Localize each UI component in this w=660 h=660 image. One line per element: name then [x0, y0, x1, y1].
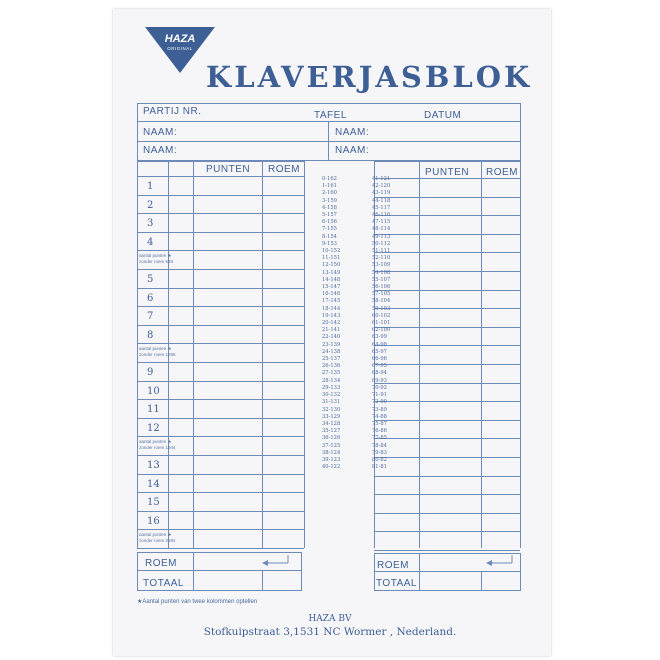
grid-line [374, 290, 520, 291]
score-table-entry: 74-88 [372, 413, 387, 420]
grid-line [137, 381, 304, 382]
grid-line [137, 455, 304, 456]
subtotal-label: aantal punten ★ [139, 346, 172, 351]
tafel-label: TAFEL [314, 110, 347, 121]
subtotal-label: zonder roem 648 [139, 259, 174, 264]
score-table-entry: 65-97 [372, 348, 387, 355]
score-table-entry: 31-131 [322, 399, 341, 406]
round-number: 16 [147, 516, 160, 527]
grid-line [137, 529, 304, 530]
round-number: 14 [147, 479, 160, 490]
grid-line [193, 161, 194, 548]
grid-line [137, 161, 304, 162]
grid-line [374, 197, 520, 198]
grid-line [137, 269, 304, 270]
score-table-entry: 15-147 [322, 284, 341, 291]
grid-line [374, 383, 520, 384]
score-table-entry: 33-129 [322, 413, 341, 420]
grid-line [374, 252, 520, 253]
grid-line [137, 399, 304, 400]
right-totaal-label: TOTAAL [376, 578, 417, 589]
grid-line [137, 418, 304, 419]
round-number: 5 [147, 274, 154, 285]
round-number: 2 [147, 200, 154, 211]
score-table-entry: 12-150 [322, 262, 341, 269]
partij-label: PARTIJ NR. [143, 106, 202, 117]
grid-line [137, 590, 302, 591]
score-table-entry: 11-151 [322, 255, 341, 262]
grid-line [137, 176, 304, 177]
subtotal-label: aantal punten ★ [139, 439, 172, 444]
grid-line [374, 178, 520, 179]
grid-line [374, 553, 520, 554]
logo-tagline: ORIGINAL [167, 46, 193, 51]
grid-line [419, 553, 420, 591]
score-table-entry: 24-138 [322, 348, 341, 355]
grid-line [374, 513, 520, 514]
grid-line [374, 571, 520, 572]
score-table-entry: 76-86 [372, 428, 387, 435]
score-table-entry: 67-95 [372, 363, 387, 370]
grid-line [137, 436, 304, 437]
score-table-entry: 13-149 [322, 269, 341, 276]
grid-line [374, 215, 520, 216]
grid-line [374, 364, 520, 365]
score-table-entry: 2-160 [322, 190, 337, 197]
score-table-entry: 21-141 [322, 327, 341, 334]
grid-line [374, 327, 520, 328]
grid-line [137, 232, 304, 233]
score-table-entry: 34-128 [322, 420, 341, 427]
grid-line [520, 161, 521, 548]
grid-line [137, 548, 304, 549]
score-table-entry: 70-92 [372, 384, 387, 391]
left-roem-total-label: ROEM [145, 558, 177, 569]
company-name: HAZA BV [308, 614, 352, 624]
right-punten-header: PUNTEN [425, 167, 470, 178]
score-table-entry: 27-135 [322, 370, 341, 377]
grid-line [374, 553, 375, 591]
grid-line [137, 306, 304, 307]
score-table-entry: 44-118 [372, 197, 391, 204]
score-table-entry: 1-161 [322, 183, 337, 190]
score-table-entry: 42-120 [372, 183, 391, 190]
score-table-entry: 71-91 [372, 392, 387, 399]
grid-line [137, 474, 304, 475]
score-table-entry: 37-125 [322, 442, 341, 449]
score-table-entry: 39-123 [322, 456, 341, 463]
score-table-entry: 41-121 [372, 176, 391, 182]
score-table-entry: 69-93 [372, 377, 387, 384]
score-table-entry: 64-98 [372, 341, 387, 348]
grid-line [520, 553, 521, 591]
footnote: ★Aantal punten van twee kolommen optellen [137, 599, 258, 605]
score-table-entry: 50-112 [372, 240, 391, 247]
grid-line [137, 552, 138, 591]
score-table-entry: 77-85 [372, 435, 387, 442]
grid-line [374, 438, 520, 439]
score-table-entry: 40-122 [322, 464, 341, 471]
score-table-entry: 46-116 [372, 212, 391, 219]
score-table-entry: 9-153 [322, 240, 337, 247]
haza-logo [145, 27, 215, 75]
grid-line [262, 161, 263, 548]
naam-label-1: NAAM: [143, 127, 178, 138]
grid-line [419, 161, 420, 548]
score-table-entry: 75-87 [372, 420, 387, 427]
subtotal-label: zonder roem 1944 [139, 445, 176, 450]
grid-line [137, 492, 304, 493]
score-table-entry: 29-133 [322, 384, 341, 391]
grid-line [137, 343, 304, 344]
round-number: 15 [147, 497, 160, 508]
round-number: 1 [147, 181, 154, 192]
grid-line [481, 161, 482, 548]
left-totaal-label: TOTAAL [143, 578, 184, 589]
grid-line [137, 362, 304, 363]
score-table-entry: 72-90 [372, 399, 387, 406]
grid-line [137, 570, 302, 571]
score-table-entry: 6-156 [322, 219, 337, 226]
grid-line [137, 288, 304, 289]
score-table-entry: 47-115 [372, 219, 391, 226]
grid-line [262, 570, 263, 591]
grid-line [137, 195, 304, 196]
round-number: 6 [147, 293, 154, 304]
grid-line [193, 552, 194, 591]
score-table-entry: 45-117 [372, 204, 391, 211]
grid-line [137, 250, 304, 251]
grid-line [374, 161, 520, 162]
score-table-entry: 53-109 [372, 262, 391, 269]
grid-line [137, 213, 304, 214]
grid-line [374, 271, 520, 272]
score-table-left [322, 176, 340, 471]
score-table-entry: 55-107 [372, 276, 391, 283]
score-table-entry: 81-81 [372, 464, 387, 471]
score-table-entry: 54-108 [372, 269, 391, 276]
score-table-entry: 26-136 [322, 363, 341, 370]
round-number: 10 [147, 386, 160, 397]
round-number: 11 [147, 404, 160, 415]
round-number: 13 [147, 460, 160, 471]
score-table-entry: 61-101 [372, 320, 391, 327]
grid-line [374, 308, 520, 309]
score-table-entry: 7-155 [322, 226, 337, 233]
grid-line [374, 234, 520, 235]
score-table-entry: 57-105 [372, 291, 391, 298]
naam-label-4: NAAM: [335, 145, 370, 156]
round-number: 7 [147, 311, 154, 322]
left-punten-header: PUNTEN [206, 164, 251, 175]
round-number: 12 [147, 423, 160, 434]
round-number: 8 [147, 330, 154, 341]
score-table-entry: 3-159 [322, 197, 337, 204]
score-table-entry: 36-126 [322, 435, 341, 442]
score-table-entry: 43-119 [372, 190, 391, 197]
score-table-entry: 19-143 [322, 312, 341, 319]
page-title: KLAVERJASBLOK [206, 60, 533, 94]
subtotal-label: aantal punten ★ [139, 253, 172, 258]
score-table-entry: 52-110 [372, 255, 391, 262]
score-table-entry: 16-146 [322, 291, 341, 298]
grid-line [374, 494, 520, 495]
score-table-entry: 4-158 [322, 204, 337, 211]
score-table-entry: 60-102 [372, 312, 391, 319]
round-number: 4 [147, 237, 154, 248]
right-roem-total-label: ROEM [377, 560, 409, 571]
datum-label: DATUM [424, 110, 462, 121]
grid-line [374, 590, 520, 591]
grid-line [137, 325, 304, 326]
score-table-entry: 22-140 [322, 334, 341, 341]
grid-line [137, 511, 304, 512]
score-table-entry: 80-82 [372, 456, 387, 463]
left-arrow-icon [262, 555, 292, 569]
naam-label-3: NAAM: [143, 145, 178, 156]
score-table-entry: 23-139 [322, 341, 341, 348]
round-number: 9 [147, 367, 154, 378]
score-table-entry: 25-137 [322, 356, 341, 363]
score-table-entry: 17-145 [322, 298, 341, 305]
grid-line [374, 457, 520, 458]
score-table-entry: 49-113 [372, 233, 391, 240]
score-table-entry: 0-162 [322, 176, 337, 182]
score-table-entry: 59-103 [372, 305, 391, 312]
score-table-entry: 10-152 [322, 248, 341, 255]
subtotal-label: zonder roem 2592 [139, 538, 176, 543]
score-table-entry: 66-96 [372, 356, 387, 363]
grid-line [137, 552, 302, 553]
score-table-entry: 18-144 [322, 305, 341, 312]
score-table-entry: 63-99 [372, 334, 387, 341]
score-table-entry: 51-111 [372, 248, 391, 255]
grid-line [301, 552, 302, 591]
grid-line [374, 345, 520, 346]
score-table-entry: 20-142 [322, 320, 341, 327]
company-address: Stofkuipstraat 3,1531 NC Wormer , Nederland. [203, 626, 457, 638]
score-table-entry: 30-132 [322, 392, 341, 399]
right-arrow-icon [486, 555, 516, 569]
right-roem-header: ROEM [486, 167, 518, 178]
score-table-entry: 78-84 [372, 442, 387, 449]
score-table-entry: 68-94 [372, 370, 387, 377]
grid-line [304, 161, 305, 548]
grid-line [137, 161, 138, 548]
score-table-right [372, 176, 390, 471]
grid-line [374, 531, 520, 532]
score-table-entry: 56-106 [372, 284, 391, 291]
score-table-entry: 14-148 [322, 276, 341, 283]
score-table-entry: 35-127 [322, 428, 341, 435]
naam-label-2: NAAM: [335, 127, 370, 138]
score-table-entry: 79-83 [372, 449, 387, 456]
round-number: 3 [147, 218, 154, 229]
score-table-entry: 38-124 [322, 449, 341, 456]
subtotal-label: zonder roem 1296 [139, 352, 176, 357]
grid-line [374, 401, 520, 402]
score-table-entry: 28-134 [322, 377, 341, 384]
grid-line [374, 550, 520, 551]
left-roem-header: ROEM [268, 164, 300, 175]
score-table-entry: 73-89 [372, 406, 387, 413]
grid-line [374, 476, 520, 477]
score-table-entry: 8-154 [322, 233, 337, 240]
score-table-entry: 48-114 [372, 226, 391, 233]
score-table-entry: 5-157 [322, 212, 337, 219]
grid-line [481, 571, 482, 591]
grid-line [374, 420, 520, 421]
score-table-entry: 58-104 [372, 298, 391, 305]
logo-brand: HAZA [164, 33, 196, 45]
score-table-entry: 62-100 [372, 327, 391, 334]
subtotal-label: aantal punten ★ [139, 532, 172, 537]
score-table-entry: 32-130 [322, 406, 341, 413]
